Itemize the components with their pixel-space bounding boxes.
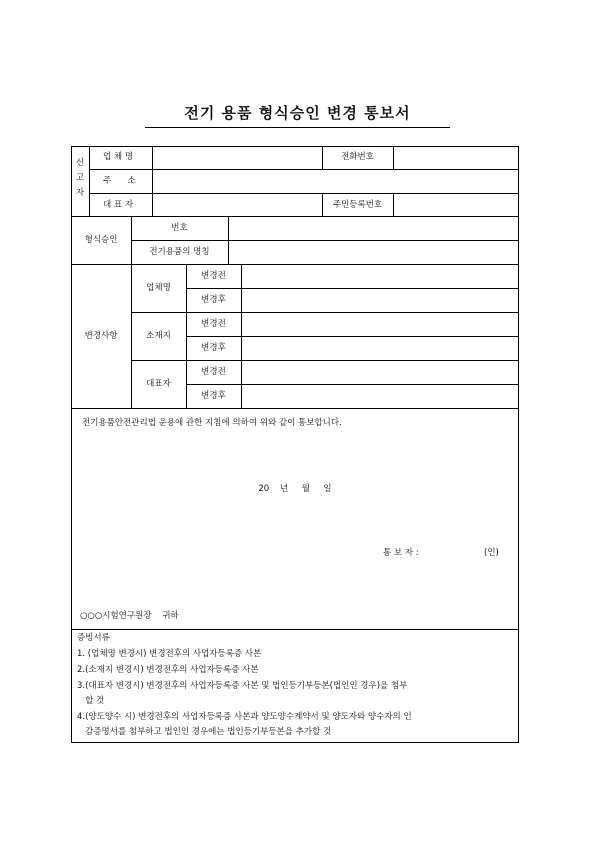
after-label: 변경후 [201,391,226,401]
seal-mark: (인) [484,548,499,558]
title-underline [145,127,450,128]
change-item-label: 소재지 [146,331,171,341]
phone-label: 전화번호 [341,152,374,162]
before-label: 변경전 [201,367,226,377]
change-item-label: 업체명 [146,283,171,293]
border-bottom [71,742,519,743]
approval-number-label: 번호 [171,223,188,233]
company-name-label: 업 체 명 [103,152,134,162]
before-label: 변경전 [201,271,226,281]
changes-group-label: 변경사항 [84,331,118,341]
documents-heading: 증빙서류 [77,633,110,643]
document-item: 감증명서를 첨부하고 법인인 경우에는 법인등기부등본을 추가할 것 [77,727,332,737]
notifier-label: 통 보 자 : [383,548,419,558]
applicant-group-label: 신 고 자 [75,158,85,198]
representative-label: 대 표 자 [103,200,134,210]
approval-group-label: 형식승인 [84,235,118,245]
document-item: 1. (업체명 변경시) 변경전후의 사업자등록증 사본 [77,649,262,659]
form-table [71,146,519,743]
document-item: 3.(대표자 변경시) 변경전후의 사업자등록증 사본 및 법인등기부등본(법인인 경우)을 첨부 [77,681,408,691]
after-label: 변경후 [201,295,226,305]
before-label: 변경전 [201,319,226,329]
document-item: 할 것 [77,696,105,706]
after-label: 변경후 [201,343,226,353]
addressee: ○○○시험연구원장 귀하 [80,611,179,621]
notice-statement: 전기용품안전관리법 운용에 관한 지침에 의하여 위와 같이 통보합니다. [82,418,342,428]
document-item: 4.(양도양수 시) 변경전후의 사업자등록증 사본과 양도양수계약서 및 양도자와 양수자의 인 [77,712,412,722]
page-title: 전기 용품 형식승인 변경 통보서 [184,104,411,122]
date-line: 20 년 월 일 [258,484,332,494]
document-item: 2.(소재지 변경시) 변경전후의 사업자등록증 사본 [77,665,259,675]
border-right [518,146,519,743]
product-name-label: 전기용품의 명칭 [149,247,210,257]
address-label: 주 소 [103,176,136,186]
border-top [71,146,519,147]
resident-number-label: 주민등록번호 [332,200,383,210]
change-item-label: 대표자 [146,379,171,389]
